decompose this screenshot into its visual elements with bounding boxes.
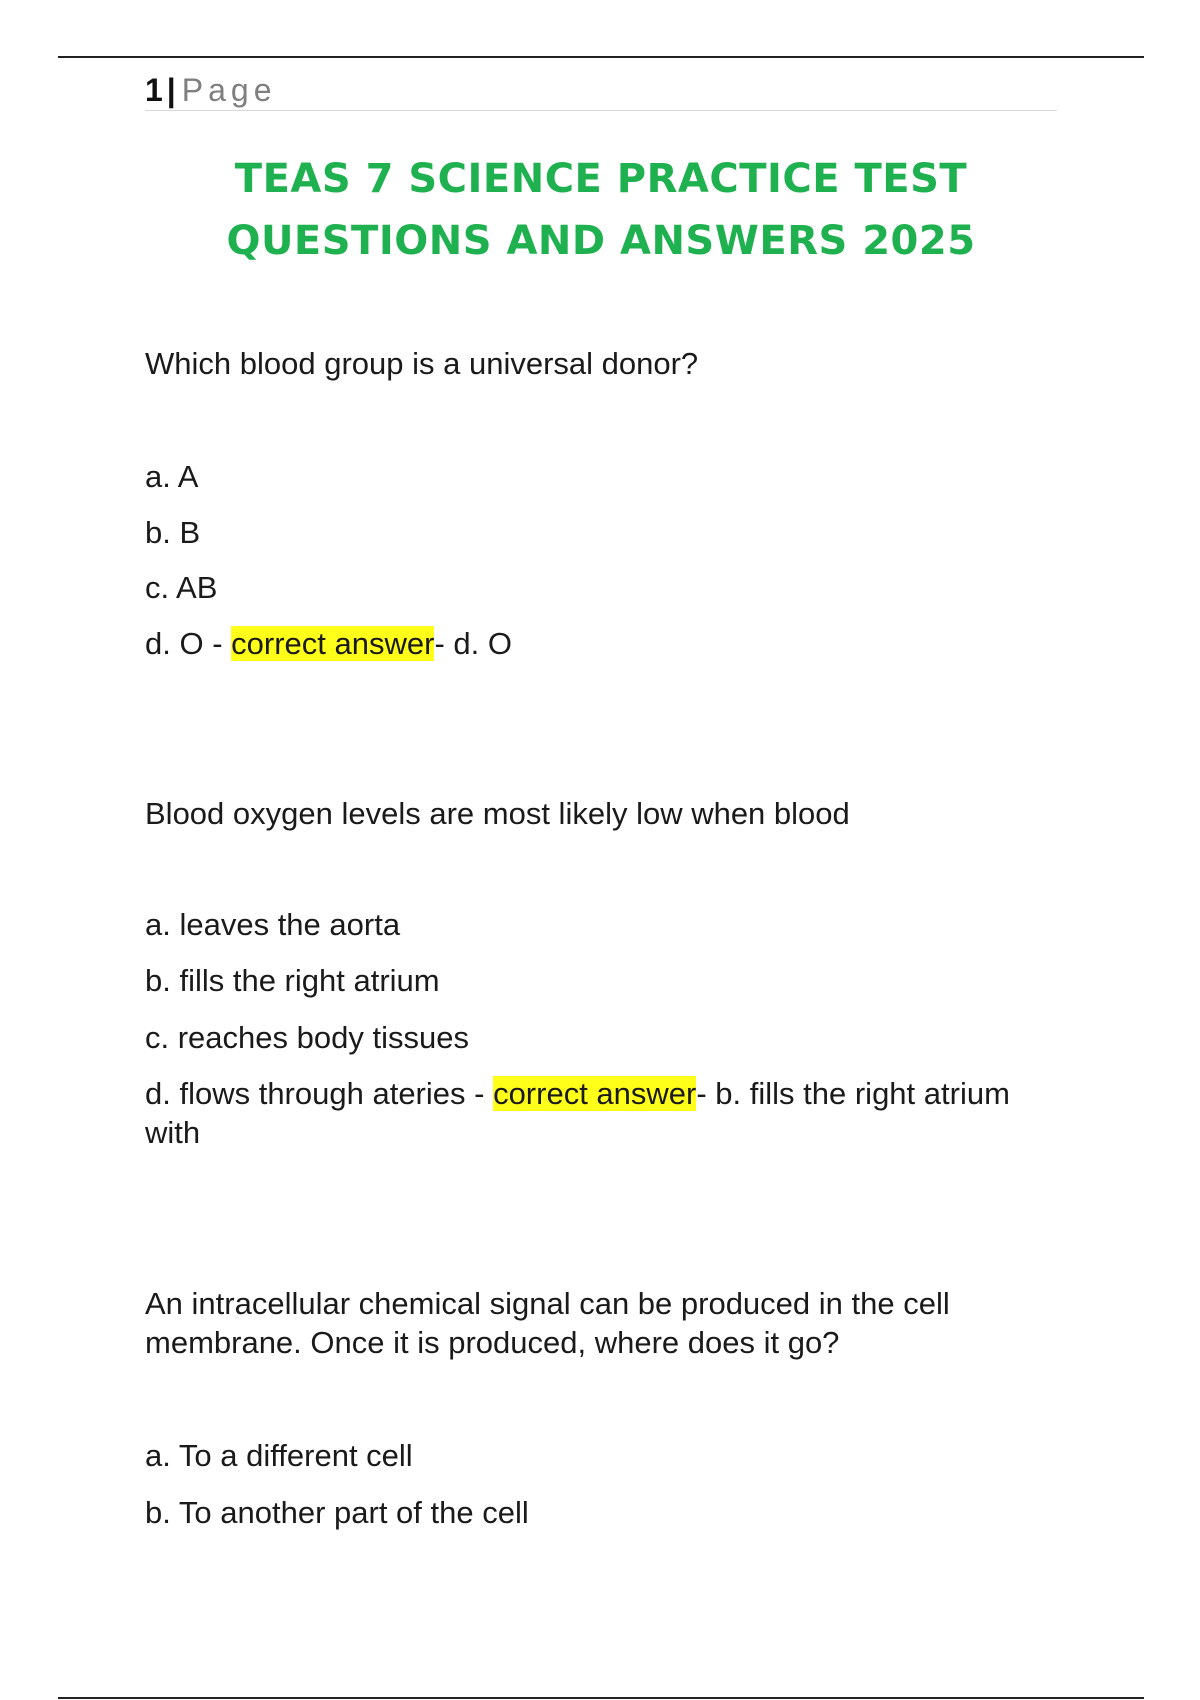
question-3-text <box>145 1284 1065 1362</box>
option-text: a. leaves the aorta <box>145 907 401 942</box>
page-separator: | <box>166 72 176 108</box>
question-3-option-a <box>145 1436 1065 1475</box>
question-1-text <box>145 344 1065 383</box>
question-1-option-b <box>145 513 1065 552</box>
option-text: a. To a different cell <box>145 1438 413 1473</box>
answer-text: - d. O <box>434 626 512 661</box>
top-rule <box>58 56 1144 58</box>
answer-text: - b. fills the right atrium <box>696 1076 1010 1111</box>
question-3-option-b <box>145 1493 1065 1532</box>
page-number: 1 <box>145 72 163 108</box>
option-text: b. To another part of the cell <box>145 1495 529 1530</box>
option-text: d. O - <box>145 626 232 661</box>
answer-continuation: with <box>145 1115 201 1150</box>
option-text: b. fills the right atrium <box>145 963 440 998</box>
question-2-option-a <box>145 905 1065 944</box>
document-title <box>145 148 1057 272</box>
question-1-option-c <box>145 568 1065 607</box>
question-2-text <box>145 794 1065 833</box>
question-2-option-c <box>145 1018 1065 1057</box>
question-text-line-1: An intracellular chemical signal can be produced in the cell <box>145 1286 950 1321</box>
page-label: Page <box>181 72 277 108</box>
question-2-option-d <box>145 1074 1065 1152</box>
option-text: b. B <box>145 515 201 550</box>
title-line-2: QUESTIONS AND ANSWERS 2025 <box>226 218 976 264</box>
title-line-1: TEAS 7 SCIENCE PRACTICE TEST <box>234 156 968 202</box>
option-text: c. reaches body tissues <box>145 1020 469 1055</box>
correct-answer-highlight: correct answer <box>493 1076 697 1111</box>
option-text: a. A <box>145 459 199 494</box>
bottom-rule <box>58 1697 1144 1699</box>
option-text: d. flows through ateries - <box>145 1076 494 1111</box>
question-text: Which blood group is a universal donor? <box>145 346 699 381</box>
question-text: Blood oxygen levels are most likely low when blood <box>145 796 850 831</box>
question-1-option-a <box>145 457 1065 496</box>
option-text: c. AB <box>145 570 218 605</box>
question-1-option-d <box>145 624 1065 663</box>
question-2-option-b <box>145 961 1065 1000</box>
page-header <box>145 70 1057 111</box>
correct-answer-highlight: correct answer <box>231 626 435 661</box>
question-text-line-2: membrane. Once it is produced, where does it go? <box>145 1325 840 1360</box>
